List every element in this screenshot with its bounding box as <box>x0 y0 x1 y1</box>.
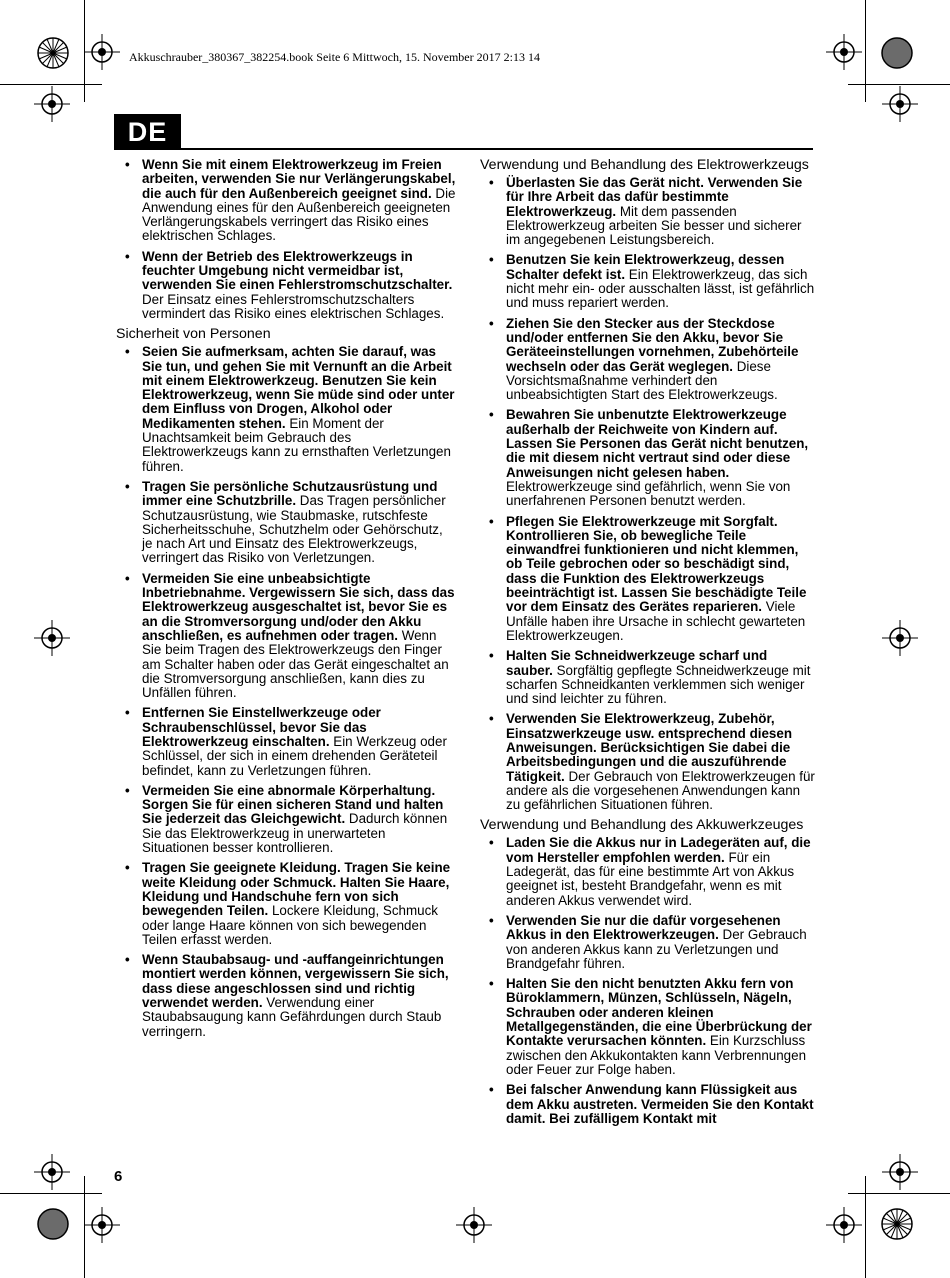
list-item <box>480 408 816 508</box>
section-heading: Verwendung und Behandlung des Elektrowerkzeugs <box>480 157 809 173</box>
battery-tool-use-list <box>480 836 816 1126</box>
item-bold: Tragen Sie geeignete Kleidung. Tragen Sie keine weite Kleidung oder Schmuck. Halten Sie Haare, Kleidung und Handschuhe fern von sich bewegenden Teilen. <box>142 860 451 919</box>
item-bold: Laden Sie die Akkus nur in Ladegeräten auf, die vom Hersteller empfohlen werden. <box>506 835 811 865</box>
registration-mark-icon <box>456 1207 492 1243</box>
item-bold: Bei falscher Anwendung kann Flüssigkeit aus dem Akku austreten. Vermeiden Sie den Kontakt damit. Bei zufälligem Kontakt mit <box>506 1082 814 1126</box>
item-bold: Verwenden Sie nur die dafür vorgesehenen Akkus in den Elektrowerkzeugen. <box>506 912 781 943</box>
item-bold: Wenn Sie mit einem Elektrowerkzeug im Freien arbeiten, verwenden Sie nur Verlängerungskabel, die auch für den Außenbereich geeignet sind. <box>142 157 456 201</box>
registration-mark-icon <box>882 86 918 122</box>
registration-mark-icon <box>84 34 120 70</box>
list-item <box>480 1083 816 1126</box>
item-text: Mit dem passenden Elektrowerkzeug arbeiten Sie besser und sicherer im angegebenen Leistungsbereich. <box>506 203 802 248</box>
item-text: Diese Vorsichtsmaßnahme verhindert den unbeabsichtigten Start des Elektrowerkzeugs. <box>506 358 778 403</box>
item-bold: Überlasten Sie das Gerät nicht. Verwenden Sie für Ihre Arbeit das dafür bestimmte Elektrowerkzeug. <box>506 175 803 219</box>
list-item <box>116 250 456 321</box>
list-item <box>480 176 816 247</box>
star-target-icon <box>36 36 70 70</box>
item-text: Der Gebrauch von anderen Akkus kann zu Verletzungen und Brandgefahr führen. <box>506 927 807 971</box>
personal-safety-list <box>116 345 456 1039</box>
registration-mark-icon <box>882 620 918 656</box>
list-item <box>116 953 456 1039</box>
crop-line <box>865 0 866 102</box>
item-bold: Verwenden Sie Elektrowerkzeug, Zubehör, Einsatzwerkzeuge usw. entsprechend diesen Anweisungen. Berücksichtigen Sie dabei die Arbeitsbedingungen und die auszuführende Tätigkeit. <box>506 711 793 784</box>
registration-mark-icon <box>84 1207 120 1243</box>
left-column <box>116 158 456 1045</box>
registration-mark-icon <box>34 620 70 656</box>
item-text: Der Gebrauch von Elektrowerkzeugen für andere als die vorgesehenen Anwendungen kann zu gefährlichen Situationen führen. <box>506 768 815 813</box>
list-item <box>116 784 456 855</box>
registration-mark-icon <box>882 1154 918 1190</box>
item-bold: Halten Sie Schneidwerkzeuge scharf und sauber. <box>506 648 768 678</box>
crop-line <box>0 1193 102 1194</box>
item-bold: Vermeiden Sie eine abnormale Körperhaltung. Sorgen Sie für einen sicheren Stand und halten Sie jederzeit das Gleichgewicht. <box>142 782 444 827</box>
registration-mark-icon <box>34 86 70 122</box>
item-text: Elektrowerkzeuge sind gefährlich, wenn Sie von unerfahrenen Personen benutzt werden. <box>506 478 791 509</box>
item-text: Ein Werkzeug oder Schlüssel, der sich in einem drehenden Geräteteil befindet, kann zu Verletzungen führen. <box>142 733 447 778</box>
crop-line <box>865 1176 866 1278</box>
header-rule <box>181 148 813 150</box>
power-tool-use-list <box>480 176 816 812</box>
grey-target-icon <box>880 36 914 70</box>
item-bold: Benutzen Sie kein Elektrowerkzeug, dessen Schalter defekt ist. <box>506 252 785 282</box>
item-bold: Vermeiden Sie eine unbeabsichtigte Inbetriebnahme. Vergewissern Sie sich, dass das Elektrowerkzeug ausgeschaltet ist, bevor Sie es an die Stromversorgung und/oder den Akku anschließen, es aufnehmen oder tragen. <box>142 570 455 643</box>
page-number: 6 <box>114 1168 123 1185</box>
list-item <box>480 515 816 644</box>
list-item <box>116 706 456 777</box>
item-bold: Halten Sie den nicht benutzten Akku fern von Büroklammern, Münzen, Schlüsseln, Nägeln, Schrauben oder anderen kleinen Metallgegenständen, die eine Überbrückung der Kontakte verursachen könnten. <box>506 976 812 1049</box>
item-text: Dadurch können Sie das Elektrowerkzeug in unerwarteten Situationen besser kontrollieren. <box>142 811 448 856</box>
item-text: Verwendung einer Staubabsaugung kann Gefährdungen durch Staub verringern. <box>142 995 442 1039</box>
item-text: Die Anwendung eines für den Außenbereich geeigneten Verlängerungskabels verringert das Risiko eines elektrischen Schlages. <box>142 185 456 244</box>
intro-list <box>116 158 456 321</box>
item-text: Für ein Ladegerät, das für eine bestimmte Art von Akkus geeignet ist, besteht Brandgefahr, wenn es mit anderen Akkus verwendet wird. <box>506 849 795 908</box>
section-heading: Verwendung und Behandlung des Akkuwerkzeuges <box>480 817 804 834</box>
item-bold: Ziehen Sie den Stecker aus der Steckdose und/oder entfernen Sie den Akku, bevor Sie Geräteeinstellungen vornehmen, Zubehörteile wechseln oder das Gerät weglegen. <box>506 315 799 374</box>
item-text: Das Tragen persönlicher Schutzausrüstung, wie Staubmaske, rutschfeste Sicherheitsschuhe, Schutzhelm oder Gehörschutz, je nach Art und Einsatz des Elektrowerkzeugs, verringert das Risiko von Verletzungen. <box>142 493 446 566</box>
item-bold: Entfernen Sie Einstellwerkzeuge oder Schraubenschlüssel, bevor Sie das Elektrowerkzeug einschalten. <box>142 705 381 749</box>
crop-line <box>848 1193 950 1194</box>
list-item <box>480 836 816 907</box>
list-item <box>116 480 456 566</box>
item-text: Viele Unfälle haben ihre Ursache in schlecht gewarteten Elektrowerkzeugen. <box>506 599 806 643</box>
list-item <box>480 977 816 1077</box>
list-item <box>116 158 456 244</box>
item-bold: Seien Sie aufmerksam, achten Sie darauf, was Sie tun, und gehen Sie mit Vernunft an die Arbeit mit einem Elektrowerkzeug. Benutzen Sie kein Elektrowerkzeug, wenn Sie müde sind oder unter dem Einfluss von Drogen, Alkohol oder Medikamenten stehen. <box>142 344 455 431</box>
list-item <box>116 572 456 701</box>
item-text: Ein Kurzschluss zwischen den Akkukontakten kann Verbrennungen oder Feuer zur Folge haben. <box>506 1033 807 1077</box>
item-text: Sorgfältig gepflegte Schneidwerkzeuge mit scharfen Schneidkanten verklemmen sich weniger und sind leichter zu führen. <box>506 662 811 707</box>
list-item <box>480 253 816 310</box>
right-column <box>480 158 816 1132</box>
list-item <box>116 861 456 947</box>
item-bold: Bewahren Sie unbenutzte Elektrowerkzeuge außerhalb der Reichweite von Kindern auf. Lassen Sie Personen das Gerät nicht benutzen, die mit diesem nicht vertraut sind oder diese Anweisungen nicht gelesen haben. <box>506 407 809 480</box>
list-item <box>480 914 816 971</box>
item-text: Wenn Sie beim Tragen des Elektrowerkzeugs den Finger am Schalter haben oder das Gerät eingeschaltet an die Stromversorgung anschließen, kann dies zu Unfällen führen. <box>142 627 449 701</box>
item-text: Der Einsatz eines Fehlerstromschutzschalters vermindert das Risiko eines elektrischen Schlages. <box>142 291 445 321</box>
registration-mark-icon <box>826 1207 862 1243</box>
item-text: Ein Elektrowerkzeug, das sich nicht mehr ein- oder ausschalten lässt, ist gefährlich und muss repariert werden. <box>506 266 815 311</box>
list-item <box>480 712 816 812</box>
list-item <box>480 649 816 706</box>
registration-mark-icon <box>826 34 862 70</box>
item-bold: Tragen Sie persönliche Schutzausrüstung und immer eine Schutzbrille. <box>142 478 438 509</box>
crop-line <box>0 84 102 85</box>
item-bold: Wenn der Betrieb des Elektrowerkzeugs in feuchter Umgebung nicht vermeidbar ist, verwenden Sie einen Fehlerstromschutzschalter. <box>142 248 453 293</box>
item-text: Lockere Kleidung, Schmuck oder lange Haare können von sich bewegenden Teilen erfasst werden. <box>142 903 438 947</box>
language-badge: DE <box>114 114 181 150</box>
star-target-icon <box>880 1207 914 1241</box>
item-bold: Pflegen Sie Elektrowerkzeuge mit Sorgfalt. Kontrollieren Sie, ob bewegliche Teile einwandfrei funktionieren und nicht klemmen, ob Teile gebrochen oder so beschädigt sind, dass die Funktion des Elektrowerkzeugs beeinträchtigt ist. Lassen Sie beschädigte Teile vor dem Einsatz des Gerätes reparieren. <box>506 513 807 615</box>
item-bold: Wenn Staubabsaug- und -auffangeinrichtungen montiert werden können, vergewissern Sie sich, dass diese angeschlossen sind und richtig verwendet werden. <box>142 952 449 1011</box>
section-heading: Sicherheit von Personen <box>116 326 271 343</box>
crop-line <box>848 84 950 85</box>
registration-mark-icon <box>34 1154 70 1190</box>
item-text: Ein Moment der Unachtsamkeit beim Gebrauch des Elektrowerkzeugs kann zu ernsthaften Verletzungen führen. <box>142 415 451 474</box>
list-item <box>116 345 456 474</box>
list-item <box>480 317 816 403</box>
grey-target-icon <box>36 1207 70 1241</box>
file-header: Akkuschrauber_380367_382254.book Seite 6 Mittwoch, 15. November 2017 2:13 14 <box>129 50 540 64</box>
